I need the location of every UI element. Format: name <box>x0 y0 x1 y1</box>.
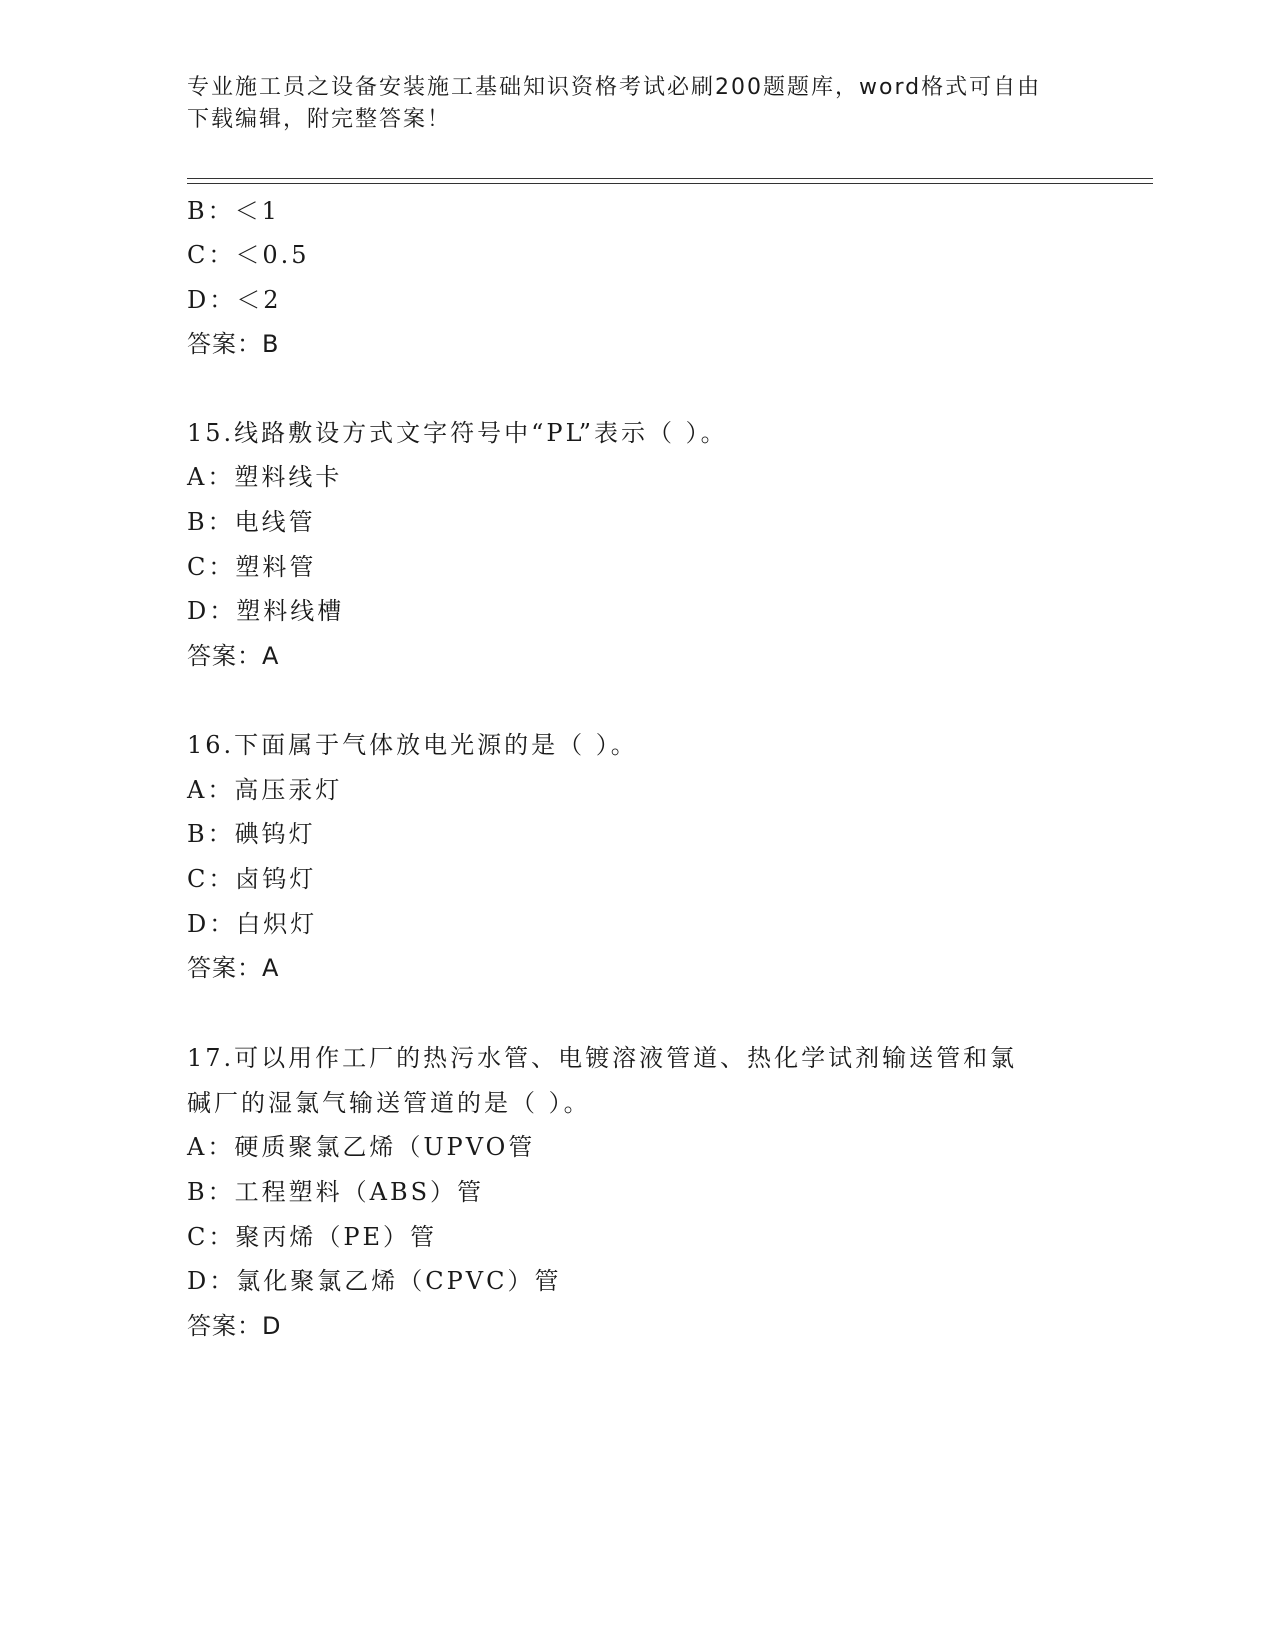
q17-stem-line-1: 17.可以用作工厂的热污水管、电镀溶液管道、热化学试剂输送管和氯 <box>187 1044 1018 1072</box>
q15-option-c: C：塑料管 <box>187 553 317 581</box>
q16-option-b: B：碘钨灯 <box>187 820 316 848</box>
q17-option-c: C：聚丙烯（PE）管 <box>187 1223 438 1251</box>
q16-stem: 16.下面属于气体放电光源的是（ ）。 <box>187 731 638 759</box>
q16-answer: 答案：A <box>187 954 280 982</box>
q15-option-a: A：塑料线卡 <box>187 463 343 491</box>
prev-option-b: B：＜1 <box>187 197 280 225</box>
q15-stem: 15.线路敷设方式文字符号中“PL”表示（ ）。 <box>187 419 728 447</box>
prev-option-c: C：＜0.5 <box>187 241 310 269</box>
header-divider-bottom <box>187 183 1153 184</box>
q17-option-d: D：氯化聚氯乙烯（CPVC）管 <box>187 1267 562 1295</box>
q16-option-a: A：高压汞灯 <box>187 776 343 804</box>
q17-option-b: B：工程塑料（ABS）管 <box>187 1178 485 1206</box>
q15-answer: 答案：A <box>187 642 280 670</box>
q17-answer: 答案：D <box>187 1312 282 1340</box>
header-divider-top <box>187 178 1153 179</box>
q17-stem-line-2: 碱厂的湿氯气输送管道的是（ ）。 <box>187 1089 591 1117</box>
q16-option-d: D：白炽灯 <box>187 910 318 938</box>
prev-option-d: D：＜2 <box>187 286 282 314</box>
q17-option-a: A：硬质聚氯乙烯（UPVO管 <box>187 1133 536 1161</box>
prev-answer: 答案：B <box>187 330 280 358</box>
header-line-1: 专业施工员之设备安装施工基础知识资格考试必刷200题题库，word格式可自由 <box>187 75 1042 100</box>
q16-option-c: C：卤钨灯 <box>187 865 317 893</box>
header-line-2: 下载编辑，附完整答案！ <box>187 107 452 132</box>
q15-option-b: B：电线管 <box>187 508 316 536</box>
q15-option-d: D：塑料线槽 <box>187 597 345 625</box>
document-header <box>187 72 1087 136</box>
